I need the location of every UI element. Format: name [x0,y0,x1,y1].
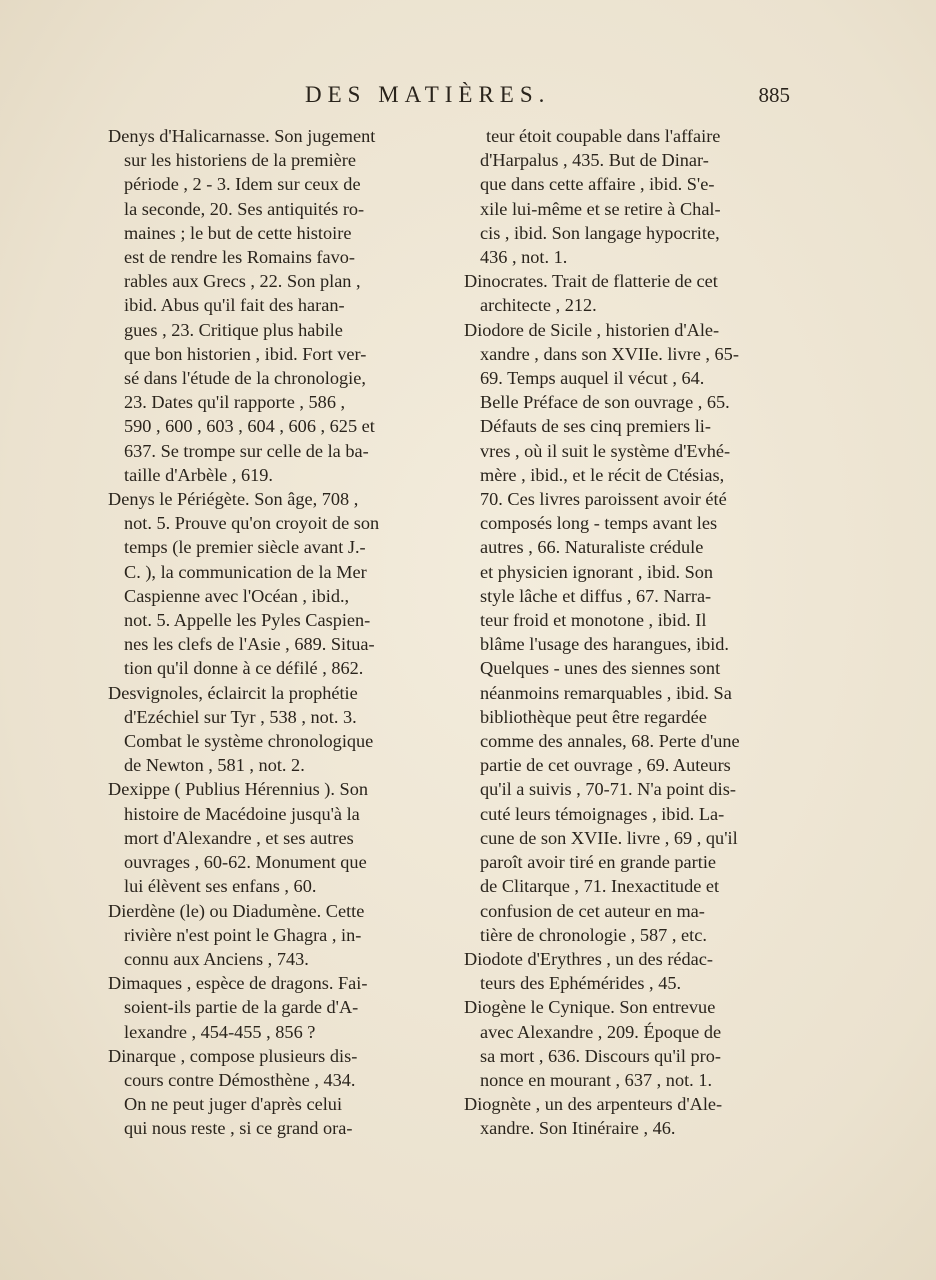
index-line: connu aux Anciens , 743. [124,948,309,969]
index-line: cours contre Démosthène , 434. [124,1069,356,1090]
index-line: xandre , dans son XVIIe. livre , 65- [480,343,739,364]
index-line: 436 , not. 1. [480,247,568,268]
index-line: teur froid et monotone , ibid. Il [480,610,707,631]
index-line: style lâche et diffus , 67. Narra- [480,585,712,606]
index-line: tière de chronologie , 587 , etc. [480,924,707,945]
index-line: cune de son XVIIe. livre , 69 , qu'il [480,827,738,848]
index-line: et physicien ignorant , ibid. Son [480,561,714,582]
index-line: not. 5. Appelle les Pyles Caspien- [124,610,371,631]
index-line: lexandre , 454-455 , 856 ? [124,1021,316,1042]
index-line: sa mort , 636. Discours qu'il pro- [480,1045,721,1066]
index-line: nonce en mourant , 637 , not. 1. [480,1069,713,1090]
index-line: lui élèvent ses enfans , 60. [124,876,317,897]
index-line: 70. Ces livres paroissent avoir été [480,489,727,510]
index-line: cuté leurs témoignages , ibid. La- [480,803,725,824]
index-line: Diognète , un des arpenteurs d'Ale- [464,1094,723,1115]
index-line: Dimaques , espèce de dragons. Fai- [108,973,368,994]
index-line: 590 , 600 , 603 , 604 , 606 , 625 et [124,416,375,437]
index-line: Diogène le Cynique. Son entrevue [464,997,716,1018]
index-entry [102,899,432,972]
index-line: Caspienne avec l'Océan , ibid., [124,585,350,606]
page-number: 885 [758,83,790,107]
index-line: que bon historien , ibid. Fort ver- [124,343,367,364]
index-line: vres , où il suit le système d'Evhé- [480,440,731,461]
index-line: C. ), la communication de la Mer [124,561,367,582]
index-line: Dinarque , compose plusieurs dis- [108,1045,358,1066]
index-line: On ne peut juger d'après celui [124,1094,343,1115]
index-line: blâme l'usage des harangues, ibid. [480,634,730,655]
page-header [100,80,790,112]
index-line: que dans cette affaire , ibid. S'e- [480,174,715,195]
index-line: temps (le premier siècle avant J.- [124,537,366,558]
index-line: Desvignoles, éclaircit la prophétie [108,682,358,703]
index-line: partie de cet ouvrage , 69. Auteurs [480,755,731,776]
index-line: paroît avoir tiré en grande partie [480,852,717,873]
index-line: rables aux Grecs , 22. Son plan , [124,271,361,292]
index-line: Défauts de ses cinq premiers li- [480,416,711,437]
index-line: Dexippe ( Publius Hérennius ). Son [108,779,368,800]
index-line: de Clitarque , 71. Inexactitude et [480,876,720,897]
index-line: Denys le Périégète. Son âge, 708 , [108,489,359,510]
index-line: bibliothèque peut être regardée [480,706,707,727]
index-line: d'Harpalus , 435. But de Dinar- [480,150,709,171]
index-line: confusion de cet auteur en ma- [480,900,705,921]
index-line: 69. Temps auquel il vécut , 64. [480,368,705,389]
index-column-left [102,124,432,1141]
index-entry [102,681,432,778]
index-entry [458,269,792,317]
index-line: de Newton , 581 , not. 2. [124,755,305,776]
index-line: période , 2 - 3. Idem sur ceux de [124,174,361,195]
index-line: sur les historiens de la première [124,150,356,171]
index-line: est de rendre les Romains favo- [124,247,355,268]
index-line: ibid. Abus qu'il fait des haran- [124,295,345,316]
index-line: Diodote d'Erythres , un des rédac- [464,948,713,969]
index-line: 637. Se trompe sur celle de la ba- [124,440,369,461]
running-title: DES MATIÈRES. [305,82,551,107]
index-line: qu'il a suivis , 70-71. N'a point dis- [480,779,736,800]
index-line: composés long - temps avant les [480,513,718,534]
index-line: 23. Dates qu'il rapporte , 586 , [124,392,346,413]
index-line: rivière n'est point le Ghagra , in- [124,924,362,945]
index-line: teurs des Ephémérides , 45. [480,973,682,994]
index-line: teur étoit coupable dans l'affaire [486,126,721,146]
index-entry [458,947,792,995]
index-line: mère , ibid., et le récit de Ctésias, [480,464,725,485]
index-entry [102,487,432,681]
index-line: d'Ezéchiel sur Tyr , 538 , not. 3. [124,706,357,727]
index-line: Dierdène (le) ou Diadumène. Cette [108,900,365,921]
index-line: la seconde, 20. Ses antiquités ro- [124,198,365,219]
index-entry [102,777,432,898]
index-line: xile lui-même et se retire à Chal- [480,198,721,219]
index-line: architecte , 212. [480,295,597,316]
index-line: cis , ibid. Son langage hypocrite, [480,222,720,243]
index-line: taille d'Arbèle , 619. [124,464,273,485]
index-line: nes les clefs de l'Asie , 689. Situa- [124,634,375,655]
index-line: Combat le système chronologique [124,731,374,752]
index-line: Diodore de Sicile , historien d'Ale- [464,319,720,340]
index-entry [102,971,432,1044]
index-line: mort d'Alexandre , et ses autres [124,827,354,848]
index-line: Belle Préface de son ouvrage , 65. [480,392,730,413]
index-line: ouvrages , 60-62. Monument que [124,852,367,873]
index-column-right [458,124,792,1141]
index-line: xandre. Son Itinéraire , 46. [480,1118,676,1139]
index-entry [458,124,792,269]
index-entry [458,1092,792,1140]
index-line: gues , 23. Critique plus habile [124,319,343,340]
index-line: néanmoins remarquables , ibid. Sa [480,682,732,703]
index-line: Dinocrates. Trait de flatterie de cet [464,271,718,292]
index-entry [102,1044,432,1141]
index-line: avec Alexandre , 209. Époque de [480,1021,722,1042]
index-line: Quelques - unes des siennes sont [480,658,721,679]
index-entry [458,318,792,947]
index-line: comme des annales, 68. Perte d'une [480,731,740,752]
index-line: autres , 66. Naturaliste crédule [480,537,704,558]
index-line: qui nous reste , si ce grand ora- [124,1118,353,1139]
index-line: Denys d'Halicarnasse. Son jugement [108,126,376,146]
index-entry [102,124,432,487]
index-line: tion qu'il donne à ce défilé , 862. [124,658,364,679]
index-line: histoire de Macédoine jusqu'à la [124,803,360,824]
index-line: sé dans l'étude de la chronologie, [124,368,366,389]
index-line: not. 5. Prouve qu'on croyoit de son [124,513,380,534]
index-entry [458,995,792,1092]
index-line: soient-ils partie de la garde d'A- [124,997,359,1018]
index-line: maines ; le but de cette histoire [124,222,352,243]
